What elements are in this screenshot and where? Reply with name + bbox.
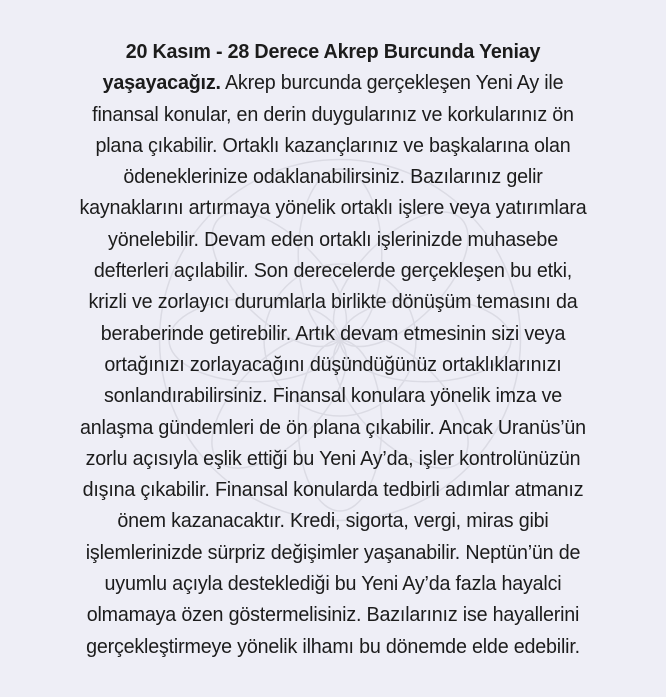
article-text: Akrep burcunda gerçekleşen Yeni Ay ile [220, 71, 564, 95]
article-line [13, 36, 653, 67]
article-line: işlemlerinizde sürpriz değişimler yaşanabilir. Neptün’ün de [85, 540, 581, 564]
article-line: krizli ve zorlayıcı durumlarla birlikte dönüşüm temasını da [88, 290, 578, 314]
article-line: sonlandırabilirsiniz. Finansal konulara yönelik imza ve [103, 384, 563, 408]
article-line: dışına çıkabilir. Finansal konularda tedbirli adımlar atmanız [82, 478, 584, 502]
article-line: anlaşma gündemleri de ön plana çıkabilir. Ancak Uranüs’ün [80, 415, 586, 439]
article-line: ödeneklerinize odaklanabilirsiniz. Bazılarınız gelir [123, 165, 543, 189]
article-line: kaynaklarını artırmaya yönelik ortaklı işlere veya yatırımlara [79, 196, 587, 220]
article-body [0, 36, 666, 662]
article-line: olmamaya özen göstermelisiniz. Bazılarınız ise hayallerini [86, 603, 580, 627]
article-line: defterleri açılabilir. Son derecelerde gerçekleşen bu etki, [93, 259, 573, 283]
article-line [13, 67, 653, 98]
article-heading-cont: yaşayacağız. [102, 71, 221, 95]
article-line: uyumlu açıyla desteklediği bu Yeni Ay’da fazla hayalci [104, 572, 562, 596]
article-line: ortağınızı zorlayacağını düşündüğünüz ortaklıklarınızı [104, 352, 562, 376]
article-line: zorlu açısıyla eşlik ettiği bu Yeni Ay’da, işler kontrolünüzün [85, 446, 581, 470]
article-line: yönelebilir. Devam eden ortaklı işlerinizde muhasebe [108, 227, 558, 251]
article-line: finansal konular, en derin duygularınız ve korkularınız ön [92, 102, 574, 126]
article-line: gerçekleştirmeye yönelik ilhamı bu dönemde elde edebilir. [86, 634, 580, 658]
article-heading: 20 Kasım - 28 Derece Akrep Burcunda Yeniay [125, 40, 541, 63]
article-line: beraberinde getirebilir. Artık devam etmesinin sizi veya [100, 321, 566, 345]
article-line: önem kazanacaktır. Kredi, sigorta, vergi, miras gibi [117, 509, 549, 533]
article-line: plana çıkabilir. Ortaklı kazançlarınız ve başkalarına olan [95, 133, 571, 157]
